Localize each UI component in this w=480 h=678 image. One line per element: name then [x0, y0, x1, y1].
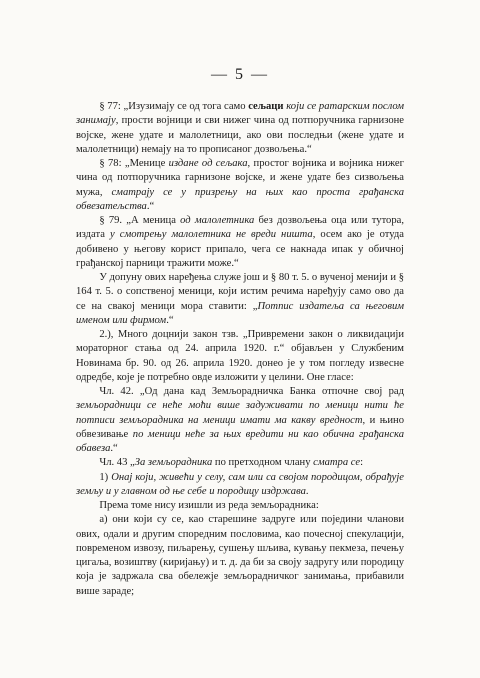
paragraph-1: § 77: „Изузимају се од тога само сељаци који се ратарским послом занимају, прости војници и сви нижег чина од потпоручника гарнизоне војске, жене удате и малолетници, ако ови последњи (жене удате и малолетници) немају на то прописаног дозвољења.“ [76, 101, 404, 155]
paragraph-7: Чл. 43 „За земљорадника по претходном члану сматра се: [99, 457, 364, 469]
paragraph-3: § 79. „А меница од малолетника без дозвољења оца или тутора, издата у смотрењу малолетника не вреди ништа, осем ако је отуда добивено у његову корист припало, чега се накнада ипак у обичној грађанској парници тражити може.“ [76, 215, 405, 269]
page-number: — 5 — [211, 66, 269, 83]
paragraph-4: У допуну ових наређења служе још и § 80 т. 5. о вученој менији и § 164 т. 5. о сопственој меници, који истим речима наређују само ово да се на свакој меници мора ставити: „Потпис издатеља са његовим именом или фирмом.“ [76, 272, 404, 326]
paragraph-10: а) они који су се, као старешине задруге или поједини чланови ових, одали и другим споредним пословима, као почесној спекулацији, повременом извозу, пиљарењу, сушењу шљива, кувању пекмеза, печењу цигаља, возиштву (киријању) и т. д. да би за своју задругу или породицу која је задржала сва обележје земљорадничког занимања, прибавили више зараде; [76, 514, 404, 597]
paragraph-5: 2.), Много доцнији закон тзв. „Привремени закон о ликвидацији мораторног стања од 24. априла 1920. г.“ објављен у Службеним Новинама бр. 90. од 26. априла 1920. донео је у том погледу извесне одредбе, које је потребно овде изложити у целини. Оне гласе: [76, 329, 404, 383]
paragraph-2: § 78: „Менице издане од сељака, простог војника и војника нижег чина од потпоручника гарнизоне војске, и жене удате без сизвољења мужа, сматрају се у призрењу на њих као проста грађанска обвезатељства.“ [76, 158, 404, 212]
paragraph-8: 1) Онај који, живећи у селу, сам или са својом породицом, обрађује земљу и у главном од ње себе и породицу издржава. [76, 471, 404, 497]
body-text [76, 100, 404, 599]
paragraph-6: Чл. 42. „Од дана кад Земљорадничка Банка отпочне свој рад земљорадници се неће моћи више задуживати по меници нити ће потписи земљорадника на меници имати ма какву вредност, и њино обвезивање по меници неће за њих вредити ни као обична грађанска обавеза.“ [76, 386, 405, 454]
paragraph-9: Према томе нису изишли из реда земљорадника: [99, 500, 319, 511]
